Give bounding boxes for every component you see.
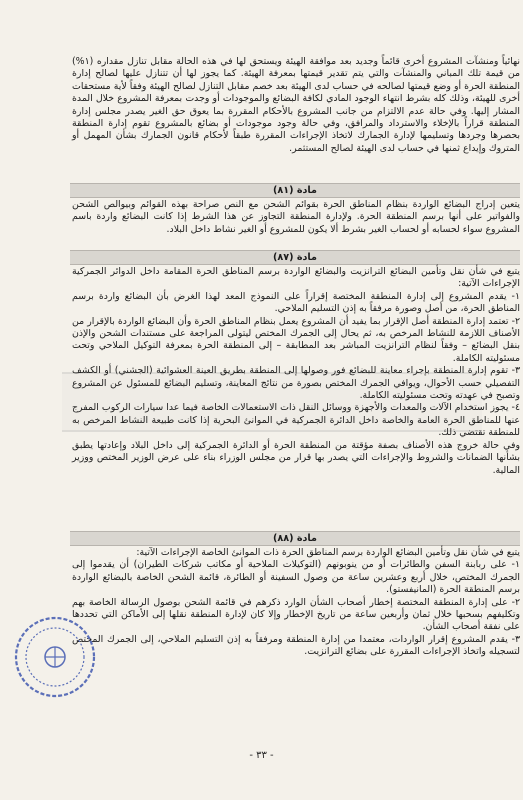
article-81-heading: مادة (٨١) [70, 183, 520, 198]
article-88-item-1: ١- على ربابنة السفن والطائرات أو من ينوبونهم (التوكيلات الملاحية أو مكاتب شركات الطيران) أن يقدموا إلى الجمرك المختص، خلال أربع وعشرين ساعة من وصول السفينة أو الطائرة، قائمة الشحن الخاصة بالبضائع الواردة برسم المنطقة الحرة (المانيفستو). [72, 559, 520, 596]
article-88-heading: مادة (٨٨) [70, 531, 520, 546]
article-87-heading: مادة (٨٧) [70, 250, 520, 265]
article-81-paragraph: يتعين إدراج البضائع الواردة بنظام المناطق الحرة بقوائم الشحن مع النص صراحة بهذه القوائم وبيوالص الشحن والفواتير على أنها برسم المنطقة الحرة. ولإدارة المنطقة التجاوز عن هذا الشرط إذا كانت البضائع واردة باسم المشروع سواء لحسابه أو لحساب الغير بشرط ألا يكون للمشروع أو الغير نشاط داخل البلاد. [72, 199, 520, 235]
page-number: - ٣٣ - [249, 750, 274, 761]
intro-paragraph: نهائياً ومنشآت المشروع أخرى قائماً وجديد بعد موافقة الهيئة ويستحق لها في هذه الحالة مقابل تنازل مقداره (١%) من قيمة تلك المباني والمنشآت والتي يتم تقدير قيمتها بمعرفة الهيئة. كما يجوز لها أن تتنازل عليها لصالح إدارة المنطقة الحرة أو وضع قيمتها لصالحه في حساب لدى الهيئة بعد خصم مقابل التنازل لصالح الهيئة وفقاً لأية مستحقات أخرى للهيئة، وذلك كله بشرط انتهاء الوجود المادي لكافة البضائع والموجودات أو وجدت بمعرفة المشروع خلال المدة المشار إليها. وفي حالة عدم الالتزام من جانب المشروع بالأحكام المقررة بما يعوق حق الغير يصدر مجلس إدارة المنطقة قراراً بالإخلاء والاسترداد والمرافق، وفي حالة وجود موجودات أو بضائع بالمشروع تقوم إدارة المنطقة بحصرها وجردها وتسليمها لإدارة الجمارك لاتخاذ الإجراءات المقررة طبقاً لأحكام قانون الجمارك بشأن المهمل أو المتروك وإيداع ثمنها في حساب لدى الهيئة لصالح المستثمر. [72, 56, 520, 154]
article-88-item-3: ٣- يقدم المشروع إقرار الواردات، معتمدا من إدارة المنطقة ومرفقاً به إذن التسليم الملاحي، إلى الجمرك المختص لتسجيله واتخاذ الإجراءات المقررة على بضائع الترانزيت. [72, 633, 520, 658]
article-87-item-2: ٢- تعتمد إدارة المنطقة أصل الإقرار بما يفيد أن المشروع يعمل بنظام المناطق الحرة وأن البضائع الواردة بالإقرار من الأصناف اللازمة للنشاط المرخص به، ثم يحال إلى الجمرك المختص ليتولى المراجعة على مستندات الشحن والإذن بنقل البضائع – وفقاً لنظام الترانزيت المباشر بعد المطابقة – إلى المنطقة الحرة بمعرفة التوكيل الملاحي وتحت مسئوليته الكاملة. [72, 315, 520, 364]
article-87-item-4: ٤- يجوز استخدام الآلات والمعدات والأجهزة ووسائل النقل ذات الاستعمالات الخاصة فيما عدا سيارات الركوب المفرج عنها للمناطق الحرة العامة والخاصة داخل الدائرة الجمركية في الموانئ البحرية إذا كانت طبيعة النشاط المرخص به للمنطقة تقتضي ذلك. [72, 402, 520, 439]
article-87-intro: يتبع في شأن نقل وتأمين البضائع الترانزيت والبضائع الواردة برسم المناطق الحرة المقامة داخل الدوائر الجمركية الإجراءات الآتية: [72, 266, 520, 290]
article-87-body [72, 266, 520, 477]
article-87-item-1: ١- يقدم المشروع إلى إدارة المنطقة المختصة إقراراً على النموذج المعد لهذا الغرض بأن البضائع واردة برسم المناطق الحرة، من أصل وصورة مرفقاً به إذن التسليم الملاحي. [72, 290, 520, 315]
article-88-intro: يتبع في شأن نقل وتأمين البضائع الواردة برسم المناطق الحرة ذات الموانئ الخاصة الإجراءات الآتية: [136, 547, 520, 558]
article-87-item-3: ٣- تقوم إدارة المنطقة بإجراء معاينة للبضائع فور وصولها إلى المنطقة بطريق العينة العشوائية (الجشني) أو الكشف التفصيلي حسب الأحوال، ويوافي الجمرك المختص بصورة من نتائج المعاينة، وتسليم البضائع للمسئول عن المشروع وتصبح في عهدته وتحت مسئوليته الكاملة. [72, 365, 520, 402]
article-88-body [72, 547, 520, 659]
article-88-item-2: ٢- على إدارة المنطقة المختصة إخطار أصحاب الشأن الوارد ذكرهم في قائمة الشحن بوصول الرسالة الخاصة بهم وتكليفهم بسحبها خلال ثمان وأربعين ساعة من تاريخ الإخطار وإلا كان لإدارة المنطقة نقلها إلى الأماكن التي تحددها على نفقة أصحاب الشأن. [72, 596, 520, 633]
official-seal-stamp [12, 614, 98, 700]
article-87-closing: وفي حالة خروج هذه الأصناف بصفة مؤقتة من المنطقة الحرة أو الدائرة الجمركية إلى داخل البلاد وإعادتها يطبق بشأنها الضمانات والشروط والإجراءات التي يصدر بها قرار من مجلس الوزراء بناء على عرض الوزير المختص ووزير المالية. [72, 439, 520, 476]
